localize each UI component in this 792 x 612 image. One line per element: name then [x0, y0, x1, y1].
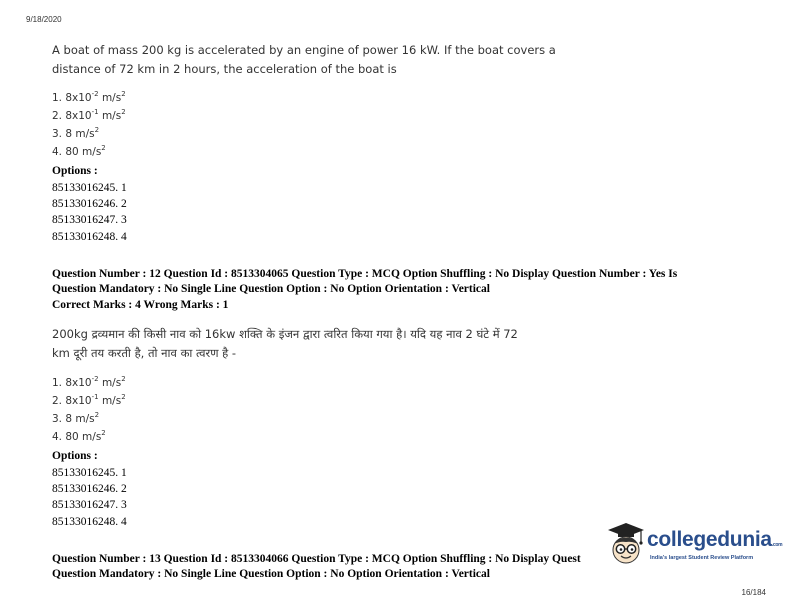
option-id: 85133016247. 3	[52, 214, 127, 226]
print-date: 9/18/2020	[26, 15, 62, 24]
option-3: 3. 8 $m/s^2$	[52, 125, 100, 140]
logo-wordmark: collegedunia.com	[647, 528, 783, 551]
question-meta-line-1: Question Number : 12 Question Id : 8513304065 Question Type : MCQ Option Shuffling : No Display Question Number : Yes Is	[52, 268, 678, 280]
logo-tagline: India's largest Student Review Platform	[650, 555, 754, 561]
option-2: 2. $8x10^{-1}$ $m/s^2$	[52, 107, 126, 122]
question-text-line-1: 200kg द्रव्यमान की किसी नाव को 16kw शक्ति के इंजन द्वारा त्वरित किया गया है। यदि यह नाव 2 घंटे में 72	[52, 327, 518, 341]
options-heading: Options :	[52, 450, 98, 462]
option-id: 85133016248. 4	[52, 516, 127, 528]
option-id: 85133016247. 3	[52, 499, 127, 511]
marks-line: Correct Marks : 4 Wrong Marks : 1	[52, 299, 229, 311]
option-id: 85133016245. 1	[52, 467, 127, 479]
option-3: 3. 8 $m/s^2$	[52, 410, 100, 425]
option-id: 85133016246. 2	[52, 483, 127, 495]
option-4: 4. 80 $m/s^2$	[52, 428, 106, 443]
options-heading: Options :	[52, 165, 98, 177]
question-meta-line-2: Question Mandatory : No Single Line Question Option : No Option Orientation : Vertical	[52, 283, 490, 295]
question-meta-line-2: Question Mandatory : No Single Line Question Option : No Option Orientation : Vertical	[52, 568, 490, 580]
question-meta-line-1: Question Number : 13 Question Id : 8513304066 Question Type : MCQ Option Shuffling : No Display Quest	[52, 553, 581, 565]
option-id: 85133016246. 2	[52, 198, 127, 210]
option-id: 85133016245. 1	[52, 182, 127, 194]
option-1: 1. $8x10^{-2}$ $m/s^2$	[52, 89, 126, 104]
option-id: 85133016248. 4	[52, 231, 127, 243]
option-4: 4. 80 $m/s^2$	[52, 143, 106, 158]
question-text-line-2: km दूरी तय करती है, तो नाव का त्वरण है -	[52, 346, 237, 360]
option-1: 1. $8x10^{-2}$ $m/s^2$	[52, 374, 126, 389]
question-text-line-2: distance of 72 km in 2 hours, the acceleration of the boat is	[52, 62, 397, 76]
mascot-icon	[604, 520, 648, 570]
option-2: 2. $8x10^{-1}$ $m/s^2$	[52, 392, 126, 407]
question-text-line-1: A boat of mass 200 kg is accelerated by an engine of power 16 kW. If the boat covers a	[52, 43, 556, 57]
collegedunia-logo	[604, 520, 783, 570]
page-number: 16/184	[741, 588, 766, 597]
